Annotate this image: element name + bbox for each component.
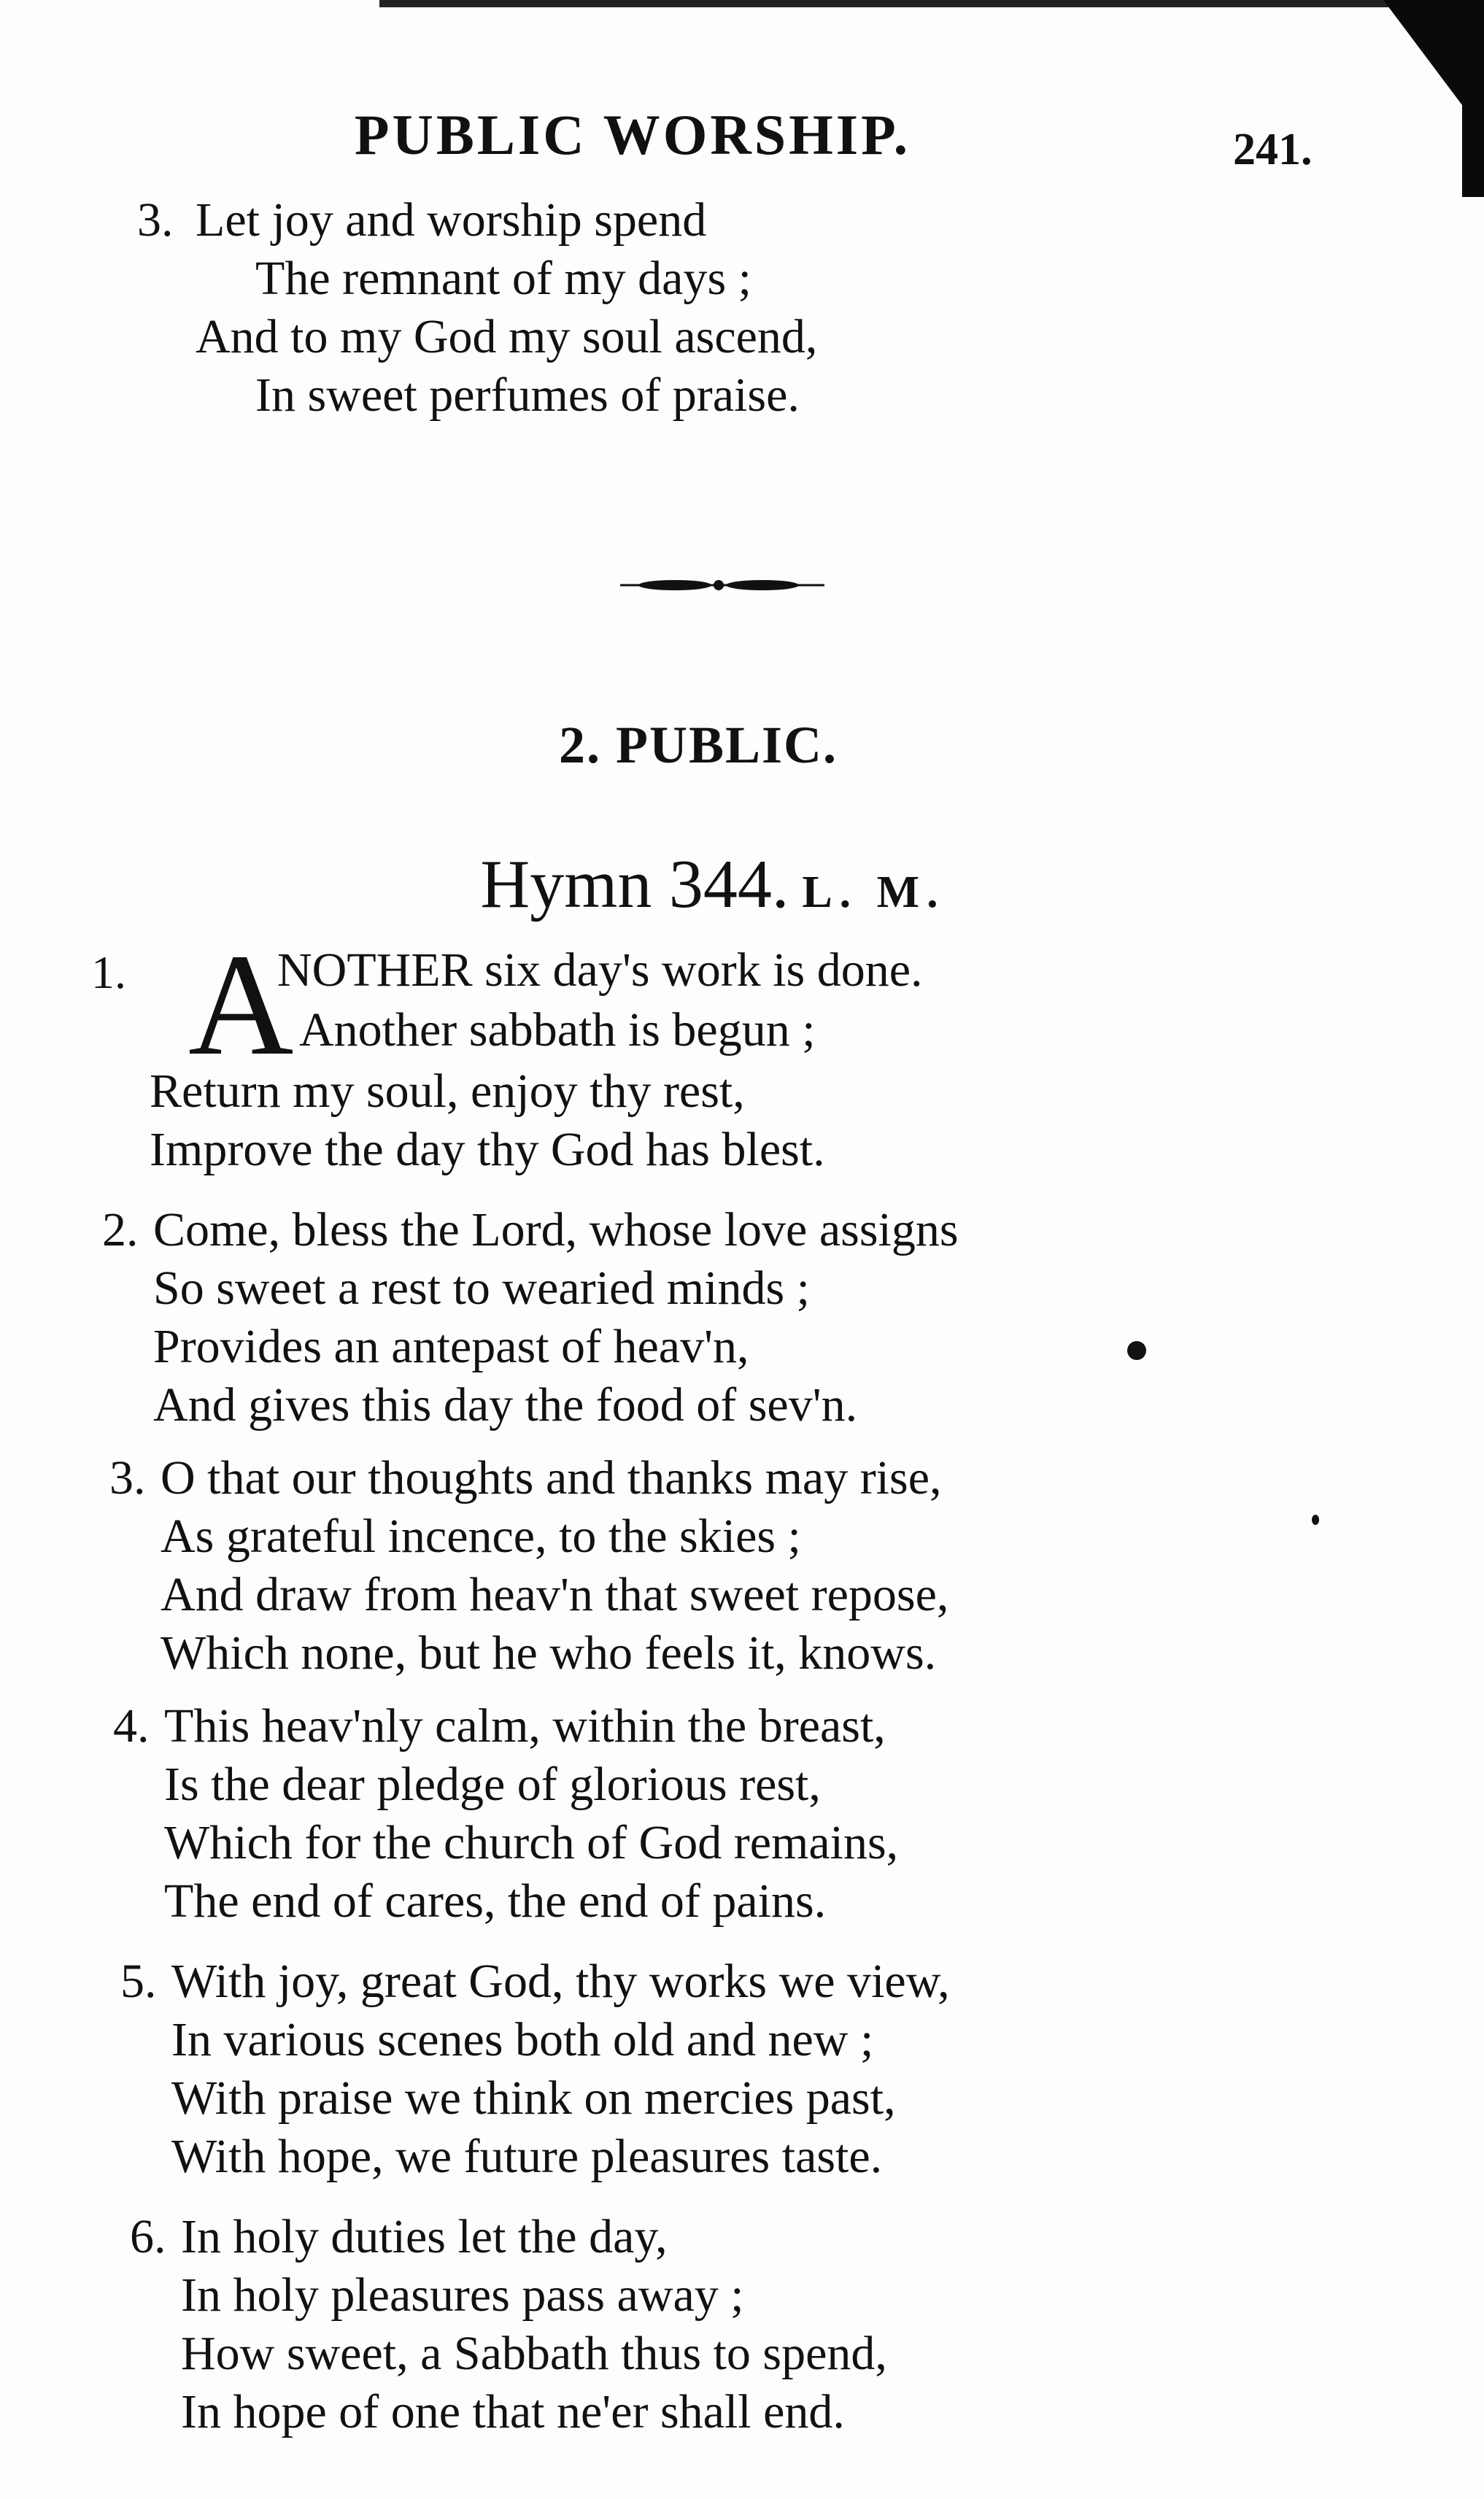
verse-line: In holy duties let the day, [181,2210,668,2263]
verse-line: In hope of one that ne'er shall end. [181,2385,845,2438]
verse-line: In various scenes both old and new ; [171,2013,874,2066]
verse-line: NOTHER six day's work is done. [277,943,923,997]
verse-number: 5. [120,1955,157,2008]
ornament-divider [620,576,824,594]
verse-line: The end of cares, the end of pains. [164,1874,827,1928]
page-top-edge [379,0,1426,7]
stanza-line: And to my God my soul ascend, [196,310,818,363]
running-head: PUBLIC WORSHIP. [354,103,911,166]
stanza-number: 3. [137,193,174,247]
verse-line: This heav'nly calm, within the breast, [164,1699,886,1753]
page-number: 241. [1233,125,1313,174]
hymn-title [0,845,1484,924]
verse-number: 2. [102,1203,139,1256]
ink-speck [1127,1341,1146,1360]
verse-line: In holy pleasures pass away ; [181,2268,744,2322]
verse-line: Come, bless the Lord, whose love assigns [153,1203,959,1256]
stanza-line: Let joy and worship spend [196,193,707,247]
verse-line: O that our thoughts and thanks may rise, [161,1451,942,1505]
hymn-number: Hymn 344. [480,846,789,922]
verse-2 [102,1201,959,1434]
verse-line: Which for the church of God remains, [164,1816,899,1869]
verse-1-tail [150,1062,825,1179]
verse-line: So sweet a rest to wearied minds ; [153,1262,810,1315]
verse-4 [113,1697,899,1931]
verse-line: Return my soul, enjoy thy rest, [150,1065,745,1118]
verse-line: Provides an antepast of heav'n, [153,1320,749,1373]
verse-line: Is the dear pledge of glorious rest, [164,1758,821,1811]
stanza-line: The remnant of my days ; [255,252,751,305]
prev-hymn-stanza [137,191,818,425]
page-corner-shadow [1383,0,1471,117]
verse-line: Which none, but he who feels it, knows. [161,1626,937,1680]
verse-6 [130,2208,887,2441]
verse-number: 3. [109,1451,146,1505]
stanza-line: In sweet perfumes of praise. [255,368,800,422]
hymn-meter: L. M. [802,868,946,917]
verse-line: How sweet, a Sabbath thus to spend, [181,2327,887,2380]
verse-5 [120,1953,950,2186]
ink-speck [1312,1515,1319,1525]
verse-line: Another sabbath is begun ; [299,1003,816,1057]
verse-line: With hope, we future pleasures taste. [171,2130,883,2183]
verse-line: And draw from heav'n that sweet repose, [161,1568,949,1621]
verse-line: And gives this day the food of sev'n. [153,1378,858,1432]
drop-cap: A [188,924,294,1086]
verse-line: Improve the day thy God has blest. [150,1123,825,1176]
verse-line: With praise we think on mercies past, [171,2071,896,2125]
verse-number: 1. [91,946,126,998]
verse-number: 4. [113,1699,150,1753]
verse-number: 6. [130,2210,166,2263]
verse-line: With joy, great God, thy works we view, [171,1955,950,2008]
section-title: 2. PUBLIC. [558,716,838,774]
verse-line: As grateful incence, to the skies ; [161,1510,801,1563]
verse-3 [109,1449,949,1683]
